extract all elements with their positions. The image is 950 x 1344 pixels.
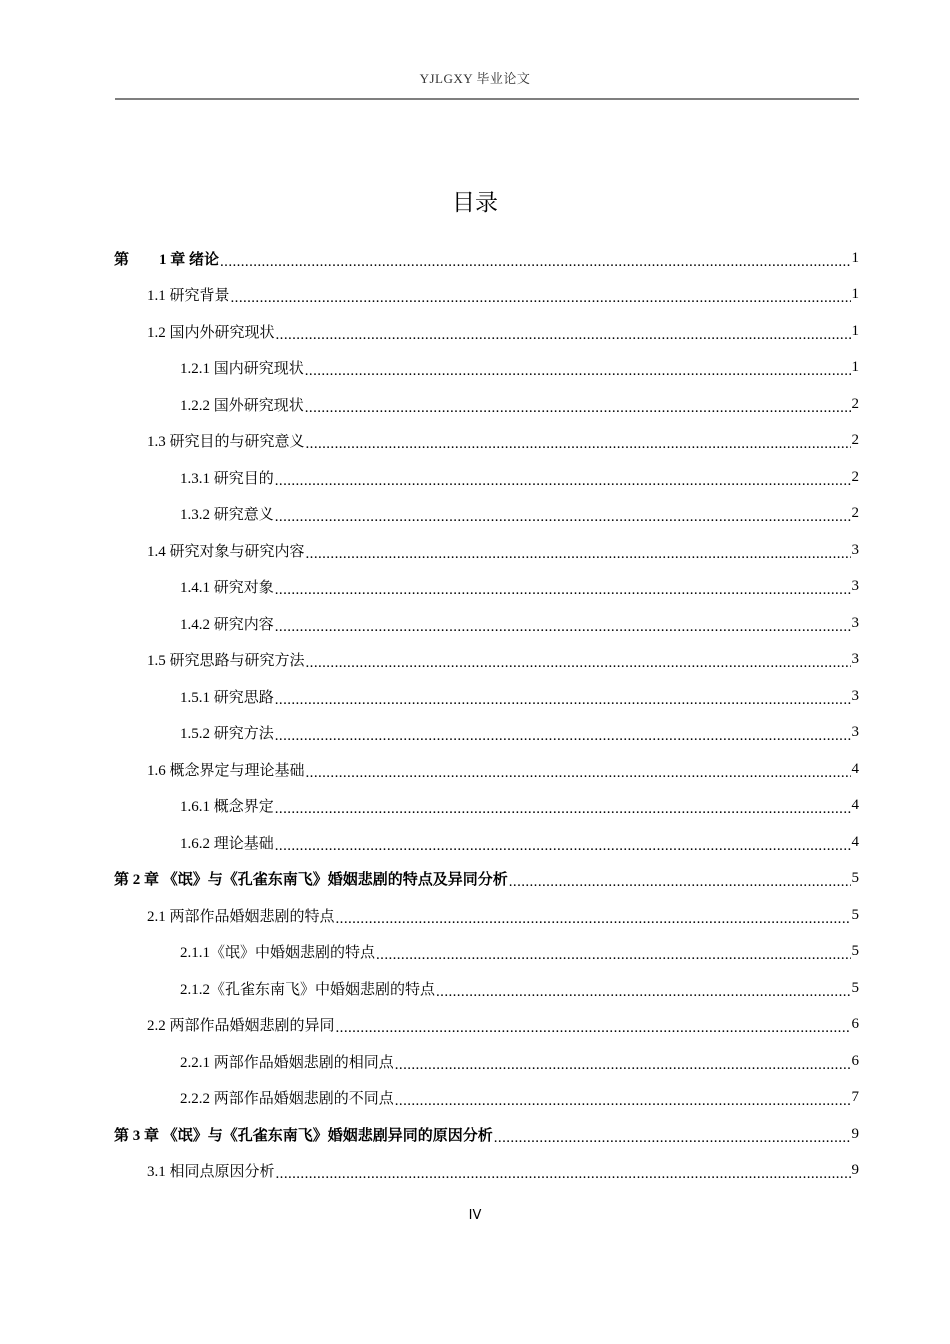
toc-section-entry[interactable]: [147, 751, 859, 787]
toc-entry-label: 1.4.2 研究内容: [180, 616, 274, 633]
toc-entry-label: 1.6.1 概念界定: [180, 799, 274, 815]
toc-entry-page: 1: [851, 359, 859, 375]
toc-chapter-entry[interactable]: [114, 861, 859, 897]
toc-entry-label: 1.3.1 研究目的: [180, 470, 274, 487]
toc-dot-leader: [494, 1130, 851, 1147]
toc-entry-page: 9: [851, 1162, 859, 1178]
toc-dot-leader: [436, 984, 850, 1001]
toc-entry-page: 5: [851, 943, 859, 959]
toc-entry-label: 2.1 两部作品婚姻悲剧的特点: [147, 908, 335, 925]
toc-entry-page: 1: [851, 286, 859, 302]
toc-entry-label: 1.5.1 研究思路: [180, 689, 274, 706]
toc-dot-leader: [509, 874, 851, 891]
toc-entry-label: 1.2 国内外研究现状: [147, 324, 275, 341]
toc-entry-label: 2.2.1 两部作品婚姻悲剧的相同点: [180, 1054, 394, 1071]
toc-section-entry[interactable]: [180, 1080, 859, 1116]
toc-entry-label: 2.1.1《氓》中婚姻悲剧的特点: [180, 945, 376, 961]
toc-section-entry[interactable]: [147, 532, 859, 568]
toc-dot-leader: [306, 436, 851, 453]
toc-dot-leader: [395, 1057, 851, 1074]
toc-entry-page: 3: [851, 651, 859, 667]
page-number: IV: [468, 1208, 482, 1223]
toc-entry-page: 3: [851, 541, 859, 558]
toc-entry-page: 3: [851, 687, 859, 704]
toc-entry-label: 1.6.2 理论基础: [180, 835, 274, 852]
toc-dot-leader: [275, 838, 851, 855]
header-divider: [115, 98, 859, 100]
toc-dot-leader: [276, 327, 851, 344]
toc-entry-page: 2: [851, 468, 859, 485]
toc-entry-label: 1.5.2 研究方法: [180, 726, 274, 742]
toc-entry-page: 2: [851, 395, 859, 412]
toc-entry-page: 4: [851, 797, 859, 813]
toc-entry-label: 1.3.2 研究意义: [180, 507, 274, 523]
toc-entry-label: 1.3 研究目的与研究意义: [147, 434, 305, 450]
toc-entry-page: 1: [851, 249, 859, 266]
toc-entry-label: 2.2.2 两部作品婚姻悲剧的不同点: [180, 1091, 394, 1107]
toc-entry-label: 1.4 研究对象与研究内容: [147, 543, 305, 560]
toc-entry-label: 3.1 相同点原因分析: [147, 1164, 275, 1180]
toc-dot-leader: [275, 692, 851, 709]
toc-section-entry[interactable]: [180, 934, 859, 970]
toc-section-entry[interactable]: [180, 788, 859, 824]
toc-chapter-entry[interactable]: [114, 240, 859, 276]
toc-section-entry[interactable]: [180, 678, 859, 714]
toc-dot-leader: [305, 363, 851, 380]
toc-section-entry[interactable]: [180, 715, 859, 751]
running-header: YJLGXY 毕业论文: [419, 71, 531, 86]
toc-section-entry[interactable]: [147, 313, 859, 349]
toc-dot-leader: [231, 290, 851, 307]
toc-entry-page: 9: [851, 1125, 859, 1142]
toc-entry-page: 3: [851, 614, 859, 631]
toc-dot-leader: [275, 728, 851, 745]
toc-entry-page: 3: [851, 724, 859, 740]
toc-dot-leader: [275, 801, 851, 818]
toc-section-entry[interactable]: [180, 386, 859, 422]
toc-section-entry[interactable]: [180, 605, 859, 641]
toc-dot-leader: [275, 619, 851, 636]
toc-section-entry[interactable]: [147, 1153, 859, 1189]
toc-section-entry[interactable]: [180, 970, 859, 1006]
toc-section-entry[interactable]: [147, 1007, 859, 1043]
toc-entry-page: 5: [851, 870, 859, 886]
toc-section-entry[interactable]: [147, 277, 859, 313]
toc-entry-label: 第 1 章 绪论: [114, 251, 220, 268]
toc-section-entry[interactable]: [180, 569, 859, 605]
toc-entry-label: 1.4.1 研究对象: [180, 580, 274, 596]
toc-section-entry[interactable]: [147, 642, 859, 678]
toc-entry-label: 1.2.1 国内研究现状: [180, 361, 304, 377]
toc-entry-page: 5: [851, 906, 859, 923]
toc-dot-leader: [336, 911, 851, 928]
toc-dot-leader: [306, 655, 851, 672]
toc-section-entry[interactable]: [180, 496, 859, 532]
toc-section-entry[interactable]: [180, 459, 859, 495]
toc-dot-leader: [306, 546, 851, 563]
toc-entry-page: 2: [851, 432, 859, 448]
toc-dot-leader: [275, 473, 851, 490]
toc-dot-leader: [275, 582, 851, 599]
toc-dot-leader: [220, 254, 850, 271]
toc-entry-label: 1.5 研究思路与研究方法: [147, 653, 305, 669]
toc-dot-leader: [376, 947, 850, 964]
toc-dot-leader: [275, 509, 851, 526]
toc-entry-page: 6: [851, 1052, 859, 1069]
toc-entry-page: 6: [851, 1016, 859, 1032]
toc-entry-label: 第 3 章 《氓》与《孔雀东南飞》婚姻悲剧异同的原因分析: [114, 1127, 493, 1144]
toc-entry-label: 2.2 两部作品婚姻悲剧的异同: [147, 1018, 335, 1034]
toc-entry-page: 1: [851, 322, 859, 339]
toc-entry-label: 1.6 概念界定与理论基础: [147, 762, 305, 779]
toc-dot-leader: [305, 400, 851, 417]
toc-entry-page: 2: [851, 505, 859, 521]
toc-dot-leader: [306, 765, 851, 782]
toc-title: 目录: [452, 190, 498, 216]
toc-entry-label: 2.1.2《孔雀东南飞》中婚姻悲剧的特点: [180, 981, 436, 998]
toc-section-entry[interactable]: [180, 824, 859, 860]
toc-entry-label: 1.2.2 国外研究现状: [180, 397, 304, 414]
toc-entry-label: 1.1 研究背景: [147, 288, 230, 304]
toc-dot-leader: [276, 1166, 851, 1183]
toc-entry-page: 4: [851, 760, 859, 777]
toc-dot-leader: [395, 1093, 851, 1110]
toc-entry-label: 第 2 章 《氓》与《孔雀东南飞》婚姻悲剧的特点及异同分析: [114, 872, 508, 888]
toc-section-entry[interactable]: [147, 897, 859, 933]
toc-entry-page: 7: [851, 1089, 859, 1105]
toc-section-entry[interactable]: [147, 423, 859, 459]
toc-section-entry[interactable]: [180, 1043, 859, 1079]
toc-chapter-entry[interactable]: [114, 1116, 859, 1152]
toc-entry-page: 4: [851, 833, 859, 850]
toc-dot-leader: [336, 1020, 851, 1037]
toc-section-entry[interactable]: [180, 350, 859, 386]
toc-entry-page: 5: [851, 979, 859, 996]
toc-entry-page: 3: [851, 578, 859, 594]
